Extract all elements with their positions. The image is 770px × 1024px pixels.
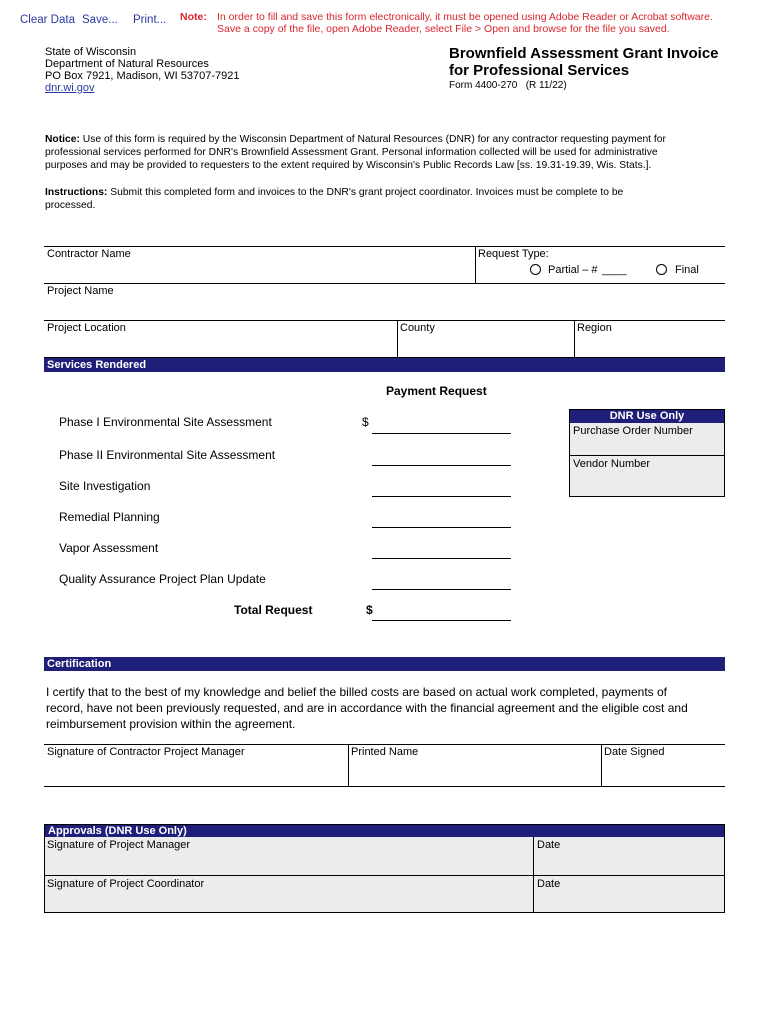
printed-name-label: Printed Name (351, 746, 419, 758)
notice-line-2: professional services performed for DNR's Brownfield Assessment Grant. Personal information collected will be used for administrative (45, 147, 658, 158)
total-request-amount-input[interactable] (372, 604, 511, 621)
contractor-name-label: Contractor Name (47, 248, 131, 260)
service-item-vapor-assessment: Vapor Assessment (59, 541, 159, 555)
total-dollar-sign: $ (366, 603, 373, 617)
certification-header: Certification (44, 657, 725, 671)
approval-row-project-coordinator (45, 876, 724, 912)
date-signed-input[interactable] (604, 762, 726, 784)
approvals-header: Approvals (DNR Use Only) (45, 825, 724, 837)
date-signed-label: Date Signed (604, 746, 665, 758)
payment-request-heading: Payment Request (386, 384, 487, 398)
project-location-input[interactable] (47, 337, 396, 355)
project-name-label: Project Name (47, 285, 114, 297)
service-item-remedial-planning: Remedial Planning (59, 510, 160, 524)
divider (44, 320, 725, 321)
contractor-signature-label: Signature of Contractor Project Manager (47, 746, 245, 758)
project-manager-signature-label: Signature of Project Manager (47, 839, 191, 851)
agency-dept: Department of Natural Resources (45, 58, 209, 70)
printed-name-input[interactable] (351, 762, 600, 784)
certification-statement (46, 684, 726, 732)
service-item-qapp-update: Quality Assurance Project Plan Update (59, 572, 266, 586)
instructions-line-1: Submit this completed form and invoices to the DNR's grant project coordinator. Invoices must be complete to be (107, 187, 624, 198)
certification-line-2: record, have not been previously requested, and are in accordance with the financial agreement and the eligible cost and (46, 701, 688, 715)
partial-number-blank[interactable]: ____ (602, 264, 627, 276)
notice-line-3: purposes and may be provided to requesters to the extent required by Wisconsin's Public Records Law [ss. 19.31-19.39, Wis. Stats.]. (45, 160, 652, 171)
divider (475, 246, 476, 283)
phase-2-amount-input[interactable] (372, 449, 511, 466)
partial-radio[interactable] (530, 264, 541, 275)
approval-row-project-manager (45, 837, 724, 876)
project-coordinator-signature-label: Signature of Project Coordinator (47, 878, 205, 890)
certification-line-3: reimbursement provision within the agreement. (46, 717, 296, 731)
certification-line-1: I certify that to the best of my knowledge and belief the billed costs are based on actual work completed, payments of (46, 685, 668, 699)
approvals-section (44, 824, 725, 913)
note-line-2: Save a copy of the file, open Adobe Reader, select File > Open and browse for the file you saved. (217, 23, 670, 35)
site-investigation-amount-input[interactable] (372, 480, 511, 497)
contractor-name-input[interactable] (47, 263, 471, 281)
vapor-assessment-amount-input[interactable] (372, 542, 511, 559)
project-name-input[interactable] (47, 300, 721, 318)
agency-website-link[interactable]: dnr.wi.gov (45, 82, 95, 94)
divider (397, 320, 398, 357)
form-title-line-2: for Professional Services (449, 62, 630, 79)
service-item-phase-1: Phase I Environmental Site Assessment (59, 415, 272, 429)
request-type-label: Request Type: (478, 248, 549, 260)
agency-pobox: PO Box 7921, Madison, WI 53707-7921 (45, 70, 240, 82)
divider (44, 744, 725, 745)
remedial-planning-amount-input[interactable] (372, 511, 511, 528)
instructions-paragraph (45, 186, 735, 212)
form-number: Form 4400-270 (R 11/22) (449, 80, 567, 91)
agency-address (45, 46, 239, 94)
vendor-number-label: Vendor Number (573, 458, 651, 470)
services-rendered-header: Services Rendered (44, 358, 725, 372)
notice-paragraph (45, 133, 735, 172)
notice-label: Notice: (45, 134, 80, 145)
phase-1-amount-input[interactable] (372, 417, 511, 434)
project-manager-date-label: Date (537, 839, 561, 851)
notice-line-1: Use of this form is required by the Wisconsin Department of Natural Resources (DNR) for any contractor requesting payment for (79, 134, 666, 145)
dnr-use-only-header: DNR Use Only (570, 410, 724, 423)
project-location-label: Project Location (47, 322, 126, 334)
divider (601, 744, 602, 786)
clear-data-button[interactable]: Clear Data (20, 14, 75, 26)
note-line-1: In order to fill and save this form electronically, it must be opened using Adobe Reader or Acrobat software. (217, 11, 713, 23)
final-radio[interactable] (656, 264, 667, 275)
divider (44, 246, 725, 247)
total-request-label: Total Request (234, 603, 313, 617)
form-title (449, 45, 719, 79)
purchase-order-label: Purchase Order Number (573, 425, 693, 437)
region-label: Region (577, 322, 612, 334)
county-label: County (400, 322, 435, 334)
form-title-line-1: Brownfield Assessment Grant Invoice (449, 45, 719, 62)
instructions-line-2: processed. (45, 200, 96, 211)
contractor-signature-input[interactable] (47, 762, 347, 784)
divider (574, 320, 575, 357)
dollar-sign: $ (362, 415, 369, 429)
divider (533, 876, 534, 912)
qapp-amount-input[interactable] (372, 573, 511, 590)
save-button[interactable]: Save... (82, 14, 118, 26)
final-label: Final (675, 264, 699, 276)
divider (44, 786, 725, 787)
county-input[interactable] (400, 337, 574, 355)
service-item-site-investigation: Site Investigation (59, 479, 151, 493)
note-label: Note: (180, 11, 207, 23)
divider (44, 283, 725, 284)
region-input[interactable] (577, 337, 726, 355)
instructions-label: Instructions: (45, 187, 108, 198)
divider (533, 837, 534, 875)
print-button[interactable]: Print... (133, 14, 167, 26)
project-coordinator-date-label: Date (537, 878, 561, 890)
divider (348, 744, 349, 786)
agency-state: State of Wisconsin (45, 46, 137, 58)
dnr-use-only-box (569, 409, 725, 497)
partial-label: Partial – # (548, 264, 598, 276)
service-item-phase-2: Phase II Environmental Site Assessment (59, 448, 276, 462)
